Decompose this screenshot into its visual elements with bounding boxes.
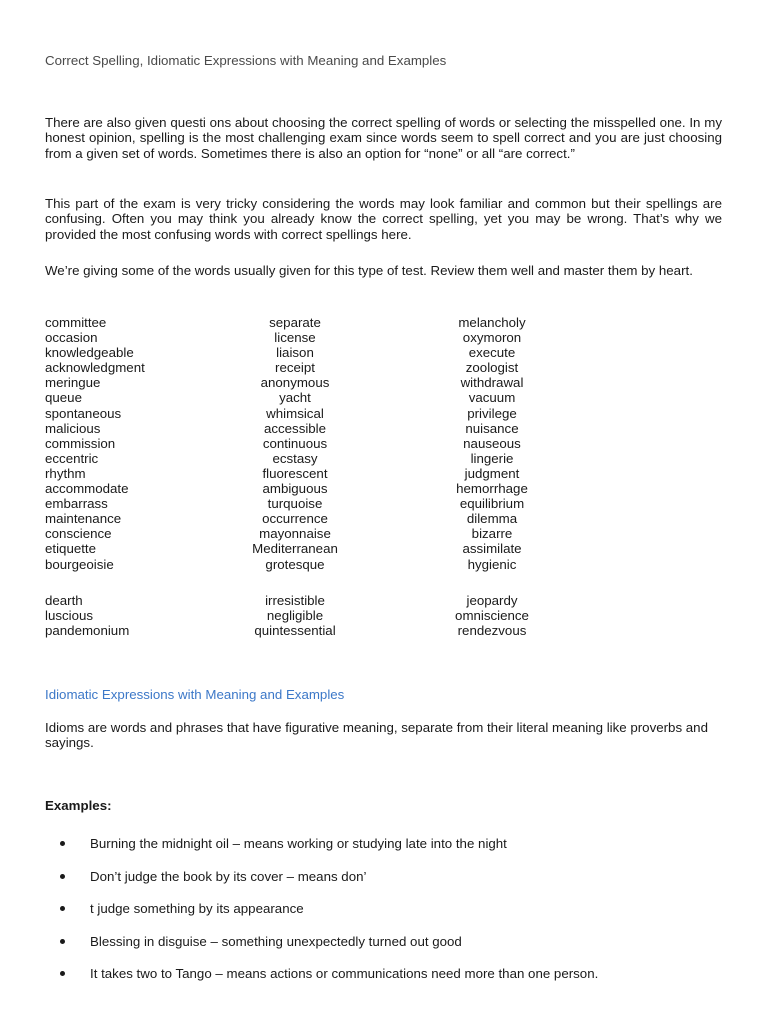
word-row — [45, 496, 722, 511]
spelling-word: execute — [468, 345, 516, 361]
spelling-word: receipt — [275, 360, 315, 376]
spelling-word: yacht — [279, 390, 311, 406]
bullet-icon — [60, 971, 65, 976]
document-title: Correct Spelling, Idiomatic Expressions with Meaning and Examples — [45, 53, 447, 68]
bullet-icon — [60, 874, 65, 879]
spelling-word: license — [274, 330, 316, 346]
intro-paragraph: There are also given questi ons about choosing the correct spelling of words or selecting the misspelled one. In my honest opinion, spelling is the most challenging exam since words seem to spell correct and you are just choosing from a given set of words. Sometimes there is also an option for “none” or all “are correct.” — [45, 115, 722, 161]
word-row — [45, 375, 722, 390]
spelling-word: spontaneous — [45, 405, 122, 421]
spelling-word-list — [45, 315, 722, 572]
spelling-word: dearth — [45, 593, 83, 608]
spelling-word: vacuum — [468, 390, 516, 406]
bullet-icon — [60, 841, 65, 846]
spelling-word: accommodate — [45, 481, 129, 497]
spelling-word: rhythm — [45, 465, 86, 481]
spelling-word: embarrass — [45, 496, 108, 512]
spelling-word: accessible — [263, 420, 327, 436]
examples-list — [45, 836, 722, 999]
spelling-word: committee — [45, 315, 107, 330]
spelling-word: privilege — [467, 405, 517, 421]
word-row — [45, 451, 722, 466]
spelling-word: knowledgeable — [45, 345, 134, 361]
word-row — [45, 436, 722, 451]
word-row — [45, 623, 722, 638]
spelling-word: commission — [45, 435, 116, 451]
tricky-paragraph: This part of the exam is very tricky considering the words may look familiar and common but their spellings are confusing. Often you may think you already know the correct spelling, yet you may be wrong. That’s why we provided the most confusing words with correct spellings here. — [45, 196, 722, 242]
spelling-word: Mediterranean — [252, 541, 338, 557]
spelling-word: hygienic — [467, 556, 517, 572]
list-item — [45, 836, 722, 869]
bullet-icon — [60, 906, 65, 911]
word-row — [45, 481, 722, 496]
spelling-word: jeopardy — [466, 593, 518, 608]
list-item — [45, 901, 722, 934]
list-item — [45, 934, 722, 967]
spelling-word: melancholy — [458, 315, 526, 330]
word-row — [45, 593, 722, 608]
spelling-word: conscience — [45, 526, 112, 542]
spelling-word: mayonnaise — [259, 526, 331, 542]
word-row — [45, 511, 722, 526]
example-text: Burning the midnight oil – means working or studying late into the night — [90, 836, 507, 851]
spelling-word: bourgeoisie — [45, 556, 114, 572]
example-text: It takes two to Tango – means actions or communications need more than one person. — [90, 966, 599, 982]
word-row — [45, 466, 722, 481]
spelling-word: hemorrhage — [456, 481, 528, 497]
word-row — [45, 330, 722, 345]
list-item — [45, 869, 722, 902]
word-row — [45, 315, 722, 330]
spelling-word: oxymoron — [462, 330, 522, 346]
spelling-word: omniscience — [455, 608, 529, 624]
spelling-word: ecstasy — [272, 450, 318, 466]
document-page — [45, 0, 722, 1024]
spelling-word: rendezvous — [457, 623, 527, 639]
spelling-word: occurrence — [262, 511, 328, 527]
spelling-word: meringue — [45, 375, 101, 391]
spelling-word: pandemonium — [45, 623, 130, 639]
word-row — [45, 557, 722, 572]
review-paragraph: We’re giving some of the words usually given for this type of test. Review them well and master them by heart. — [45, 263, 693, 278]
word-row — [45, 608, 722, 623]
spelling-word: negligible — [266, 608, 324, 624]
spelling-word: acknowledgment — [45, 360, 145, 376]
spelling-word: turquoise — [267, 496, 323, 512]
list-item — [45, 966, 722, 999]
spelling-word: nuisance — [465, 420, 519, 436]
spelling-word: zoologist — [465, 360, 519, 376]
spelling-word: grotesque — [265, 556, 325, 572]
spelling-word: separate — [269, 315, 321, 330]
spelling-word: liaison — [276, 345, 314, 361]
examples-label: Examples: — [45, 798, 112, 813]
idioms-intro: Idioms are words and phrases that have figurative meaning, separate from their literal meaning like proverbs and sayings. — [45, 720, 708, 751]
word-row — [45, 421, 722, 436]
word-row — [45, 541, 722, 556]
spelling-word: queue — [45, 390, 82, 406]
spelling-word: irresistible — [265, 593, 325, 608]
spelling-word: continuous — [262, 435, 328, 451]
word-row — [45, 526, 722, 541]
spelling-word: quintessential — [254, 623, 336, 639]
spelling-word: bizarre — [471, 526, 513, 542]
spelling-word: nauseous — [463, 435, 521, 451]
example-text: Blessing in disguise – something unexpectedly turned out good — [90, 933, 462, 949]
spelling-word: anonymous — [260, 375, 330, 391]
spelling-word: equilibrium — [459, 496, 525, 512]
example-text: Don’t judge the book by its cover – means don’ — [90, 868, 367, 884]
spelling-word-list-extra — [45, 593, 722, 638]
spelling-word: maintenance — [45, 511, 122, 527]
word-row — [45, 360, 722, 375]
spelling-word: lingerie — [470, 450, 514, 466]
example-text: t judge something by its appearance — [90, 901, 304, 917]
spelling-word: whimsical — [266, 405, 324, 421]
spelling-word: fluorescent — [262, 465, 328, 481]
spelling-word: ambiguous — [262, 481, 328, 497]
spelling-word: dilemma — [466, 511, 518, 527]
idioms-heading: Idiomatic Expressions with Meaning and Examples — [45, 687, 345, 702]
spelling-word: etiquette — [45, 541, 97, 557]
spelling-word: malicious — [45, 420, 101, 436]
spelling-word: judgment — [464, 465, 520, 481]
word-row — [45, 390, 722, 405]
spelling-word: luscious — [45, 608, 94, 624]
spelling-word: eccentric — [45, 450, 99, 466]
spelling-word: withdrawal — [460, 375, 524, 391]
word-row — [45, 345, 722, 360]
word-row — [45, 406, 722, 421]
bullet-icon — [60, 939, 65, 944]
spelling-word: occasion — [45, 330, 98, 346]
spelling-word: assimilate — [462, 541, 522, 557]
